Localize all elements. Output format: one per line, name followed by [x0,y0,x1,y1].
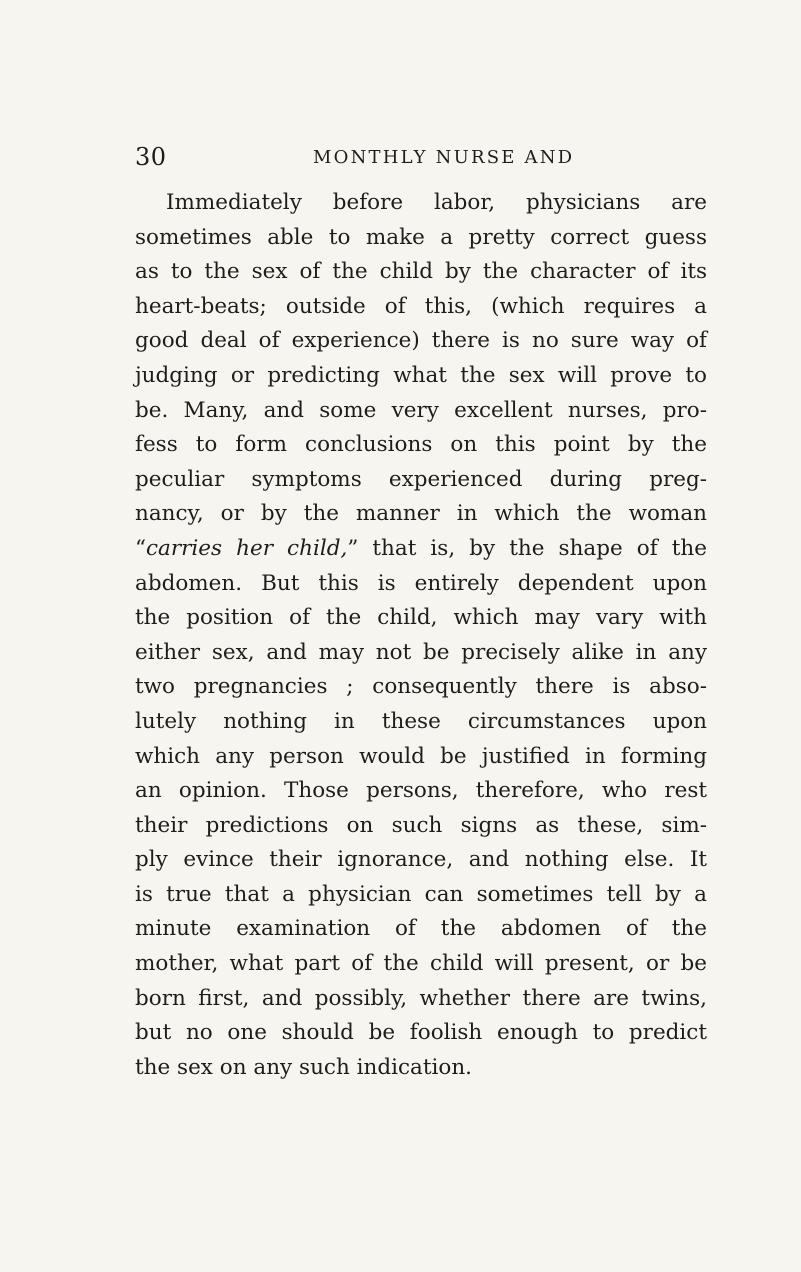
text-line: heart-beats; outside of this, (which requires a [135,293,707,319]
text-line: but no one should be foolish enough to predict [135,1020,707,1046]
text-line: be. Many, and some very excellent nurses, pro- [135,397,707,423]
text-line: the sex on any such indication. [135,1054,472,1080]
text-line: which any person would be justified in forming [135,743,707,769]
text-line: two pregnancies ; consequently there is abso- [135,674,707,700]
text-line-quoted [135,532,707,567]
text-line: abdomen. But this is entirely dependent upon [135,570,707,596]
text-line: their predictions on such signs as these, sim- [135,812,707,838]
line-remainder: that is, by the shape of the [358,535,707,561]
text-line: judging or predicting what the sex will prove to [135,362,707,388]
text-line: mother, what part of the child will present, or be [135,951,707,977]
text-line: Immediately before labor, physicians are [166,190,707,215]
text-line: sometimes able to make a pretty correct guess [135,224,707,250]
running-title: MONTHLY NURSE AND [313,147,575,168]
text-line: nancy, or by the manner in which the woman [135,501,707,527]
emphasized-phrase: carries her child, [146,535,348,561]
text-line: either sex, and may not be precisely alike in any [135,639,707,665]
text-line: ply evince their ignorance, and nothing else. It [135,847,707,873]
text-line: peculiar symptoms experienced during preg- [135,466,707,492]
text-line: minute examination of the abdomen of the [135,916,707,942]
text-line: is true that a physician can sometimes tell by a [135,881,707,907]
running-header [135,143,735,177]
close-quote: ” [347,535,359,561]
open-quote: “ [135,535,146,561]
text-line: as to the sex of the child by the character of its [135,259,707,285]
text-line: fess to form conclusions on this point by the [135,432,707,458]
text-line: an opinion. Those persons, therefore, who rest [135,778,707,804]
body-paragraph [135,186,707,1085]
page-number: 30 [135,143,167,171]
text-line: born first, and possibly, whether there are twins, [135,985,707,1011]
text-line: lutely nothing in these circumstances upon [135,708,707,734]
text-line: good deal of experience) there is no sure way of [135,328,707,354]
text-line: the position of the child, which may vary with [135,605,707,631]
